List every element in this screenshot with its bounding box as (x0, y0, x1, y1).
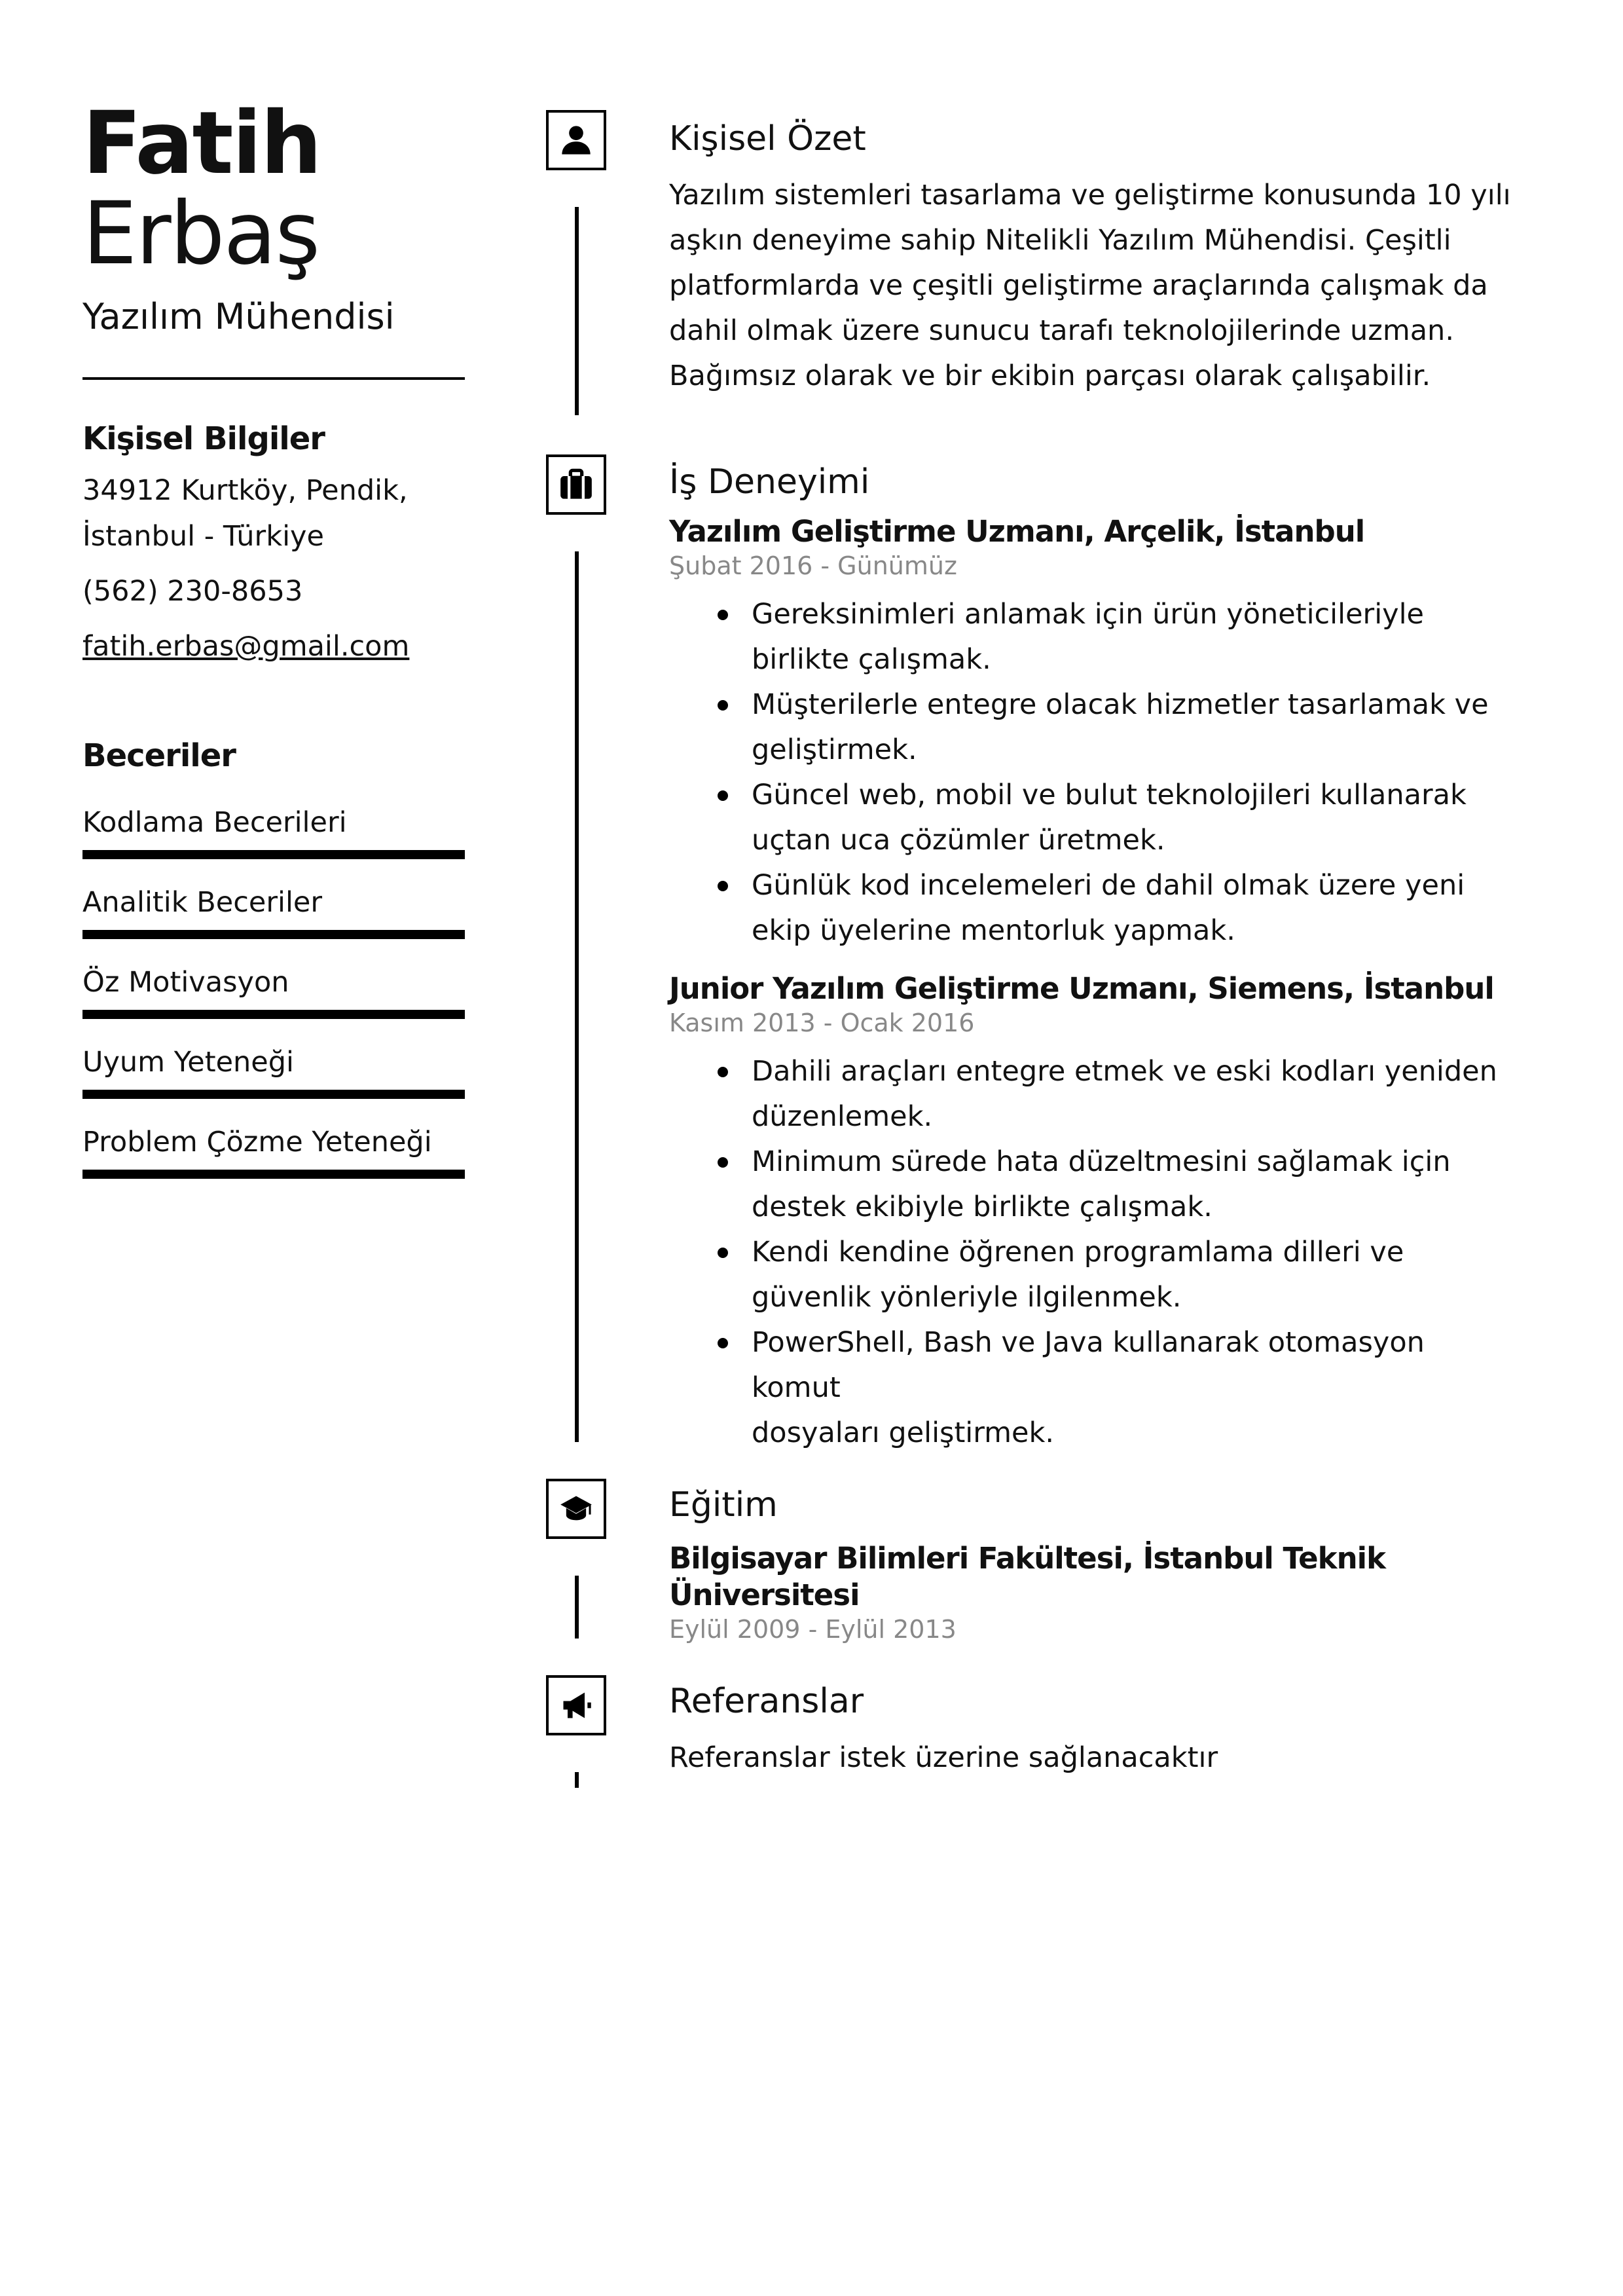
summary-line: platformlarda ve çeşitli geliştirme araçlarında çalışmak da (669, 269, 1488, 302)
skill-item (82, 1045, 465, 1099)
skill-label: Kodlama Becerileri (82, 806, 347, 839)
skill-label: Problem Çözme Yeteneği (82, 1126, 432, 1158)
references-text: Referanslar istek üzerine sağlanacaktır (669, 1741, 1218, 1774)
summary-text (669, 173, 1520, 399)
summary-line: Yazılım sistemleri tasarlama ve geliştirme konusunda 10 yılı (669, 179, 1511, 212)
job-bullet: Minimum sürede hata düzeltmesini sağlamak için destek ekibiyle birlikte çalışmak. (752, 1139, 1520, 1230)
job-dates: Şubat 2016 - Günümüz (669, 551, 957, 580)
job-entry (669, 513, 1520, 954)
references-heading: Referanslar (669, 1682, 864, 1721)
job-bullets (669, 1049, 1520, 1456)
summary-heading: Kişisel Özet (669, 119, 866, 158)
skill-label: Uyum Yeteneği (82, 1046, 295, 1079)
summary-line: Bağımsız olarak ve bir ekibin parçası olarak çalışabilir. (669, 360, 1431, 392)
skill-item (82, 805, 465, 859)
experience-heading: İş Deneyimi (669, 462, 870, 502)
references-section (669, 1682, 1520, 1781)
job-bullet: PowerShell, Bash ve Java kullanarak otomasyon komut dosyaları geliştirmek. (752, 1320, 1520, 1456)
last-name: Erbaş (82, 183, 319, 284)
timeline-line (575, 1772, 579, 1788)
job-bullet: Gereksinimleri anlamak için ürün yöneticileriyle birlikte çalışmak. (752, 592, 1520, 682)
address-line-1: 34912 Kurtköy, Pendik, (82, 474, 408, 507)
address-line-2: İstanbul - Türkiye (82, 520, 324, 553)
job-title: Junior Yazılım Geliştirme Uzmanı, Siemens, İstanbul (669, 971, 1494, 1006)
skill-item (82, 1125, 465, 1179)
timeline-line (575, 551, 579, 1442)
person-icon (546, 110, 606, 170)
email-link[interactable]: fatih.erbas@gmail.com (82, 630, 410, 663)
first-name: Fatih (82, 93, 321, 194)
briefcase-icon (546, 454, 606, 515)
timeline-line (575, 207, 579, 415)
skill-bar (82, 1170, 465, 1179)
experience-section (669, 462, 1520, 1456)
graduation-cap-icon (546, 1479, 606, 1539)
job-entry (669, 971, 1520, 1456)
skill-bar (82, 930, 465, 939)
job-title: Yazılım Geliştirme Uzmanı, Arçelik, İstanbul (669, 514, 1365, 549)
degree-title: Bilgisayar Bilimleri Fakültesi, İstanbul Teknik Üniversitesi (669, 1541, 1385, 1612)
skill-item (82, 885, 465, 939)
job-title: Yazılım Mühendisi (82, 296, 395, 337)
phone: (562) 230-8653 (82, 575, 303, 608)
megaphone-icon (546, 1675, 606, 1735)
job-bullet: Dahili araçları entegre etmek ve eski kodları yeniden düzenlemek. (752, 1049, 1520, 1139)
skill-label: Öz Motivasyon (82, 966, 289, 999)
skills-list (82, 805, 465, 1179)
timeline-line (575, 1576, 579, 1639)
summary-line: aşkın deneyime sahip Nitelikli Yazılım Mühendisi. Çeşitli (669, 224, 1451, 257)
education-dates: Eylül 2009 - Eylül 2013 (669, 1615, 957, 1644)
personal-info-heading: Kişisel Bilgiler (82, 420, 325, 457)
timeline (546, 0, 611, 2296)
name-divider (82, 377, 465, 380)
job-bullet: Günlük kod incelemeleri de dahil olmak üzere yeni ekip üyelerine mentorluk yapmak. (752, 863, 1520, 954)
job-bullet: Kendi kendine öğrenen programlama dilleri ve güvenlik yönleriyle ilgilenmek. (752, 1230, 1520, 1320)
job-bullet: Müşterilerle entegre olacak hizmetler tasarlamak ve geliştirmek. (752, 682, 1520, 773)
skills-heading: Beceriler (82, 737, 236, 774)
skill-bar (82, 1090, 465, 1099)
education-heading: Eğitim (669, 1485, 778, 1525)
skill-item (82, 965, 465, 1019)
job-bullet: Güncel web, mobil ve bulut teknolojileri kullanarak uçtan uca çözümler üretmek. (752, 773, 1520, 863)
job-bullets (669, 592, 1520, 954)
left-column (82, 93, 465, 1179)
skill-label: Analitik Beceriler (82, 886, 323, 919)
skill-bar (82, 1010, 465, 1019)
summary-line: dahil olmak üzere sunucu tarafı teknolojilerinde uzman. (669, 314, 1454, 347)
job-dates: Kasım 2013 - Ocak 2016 (669, 1009, 975, 1037)
summary-section (669, 119, 1520, 399)
education-section (669, 1485, 1520, 1645)
skill-bar (82, 850, 465, 859)
